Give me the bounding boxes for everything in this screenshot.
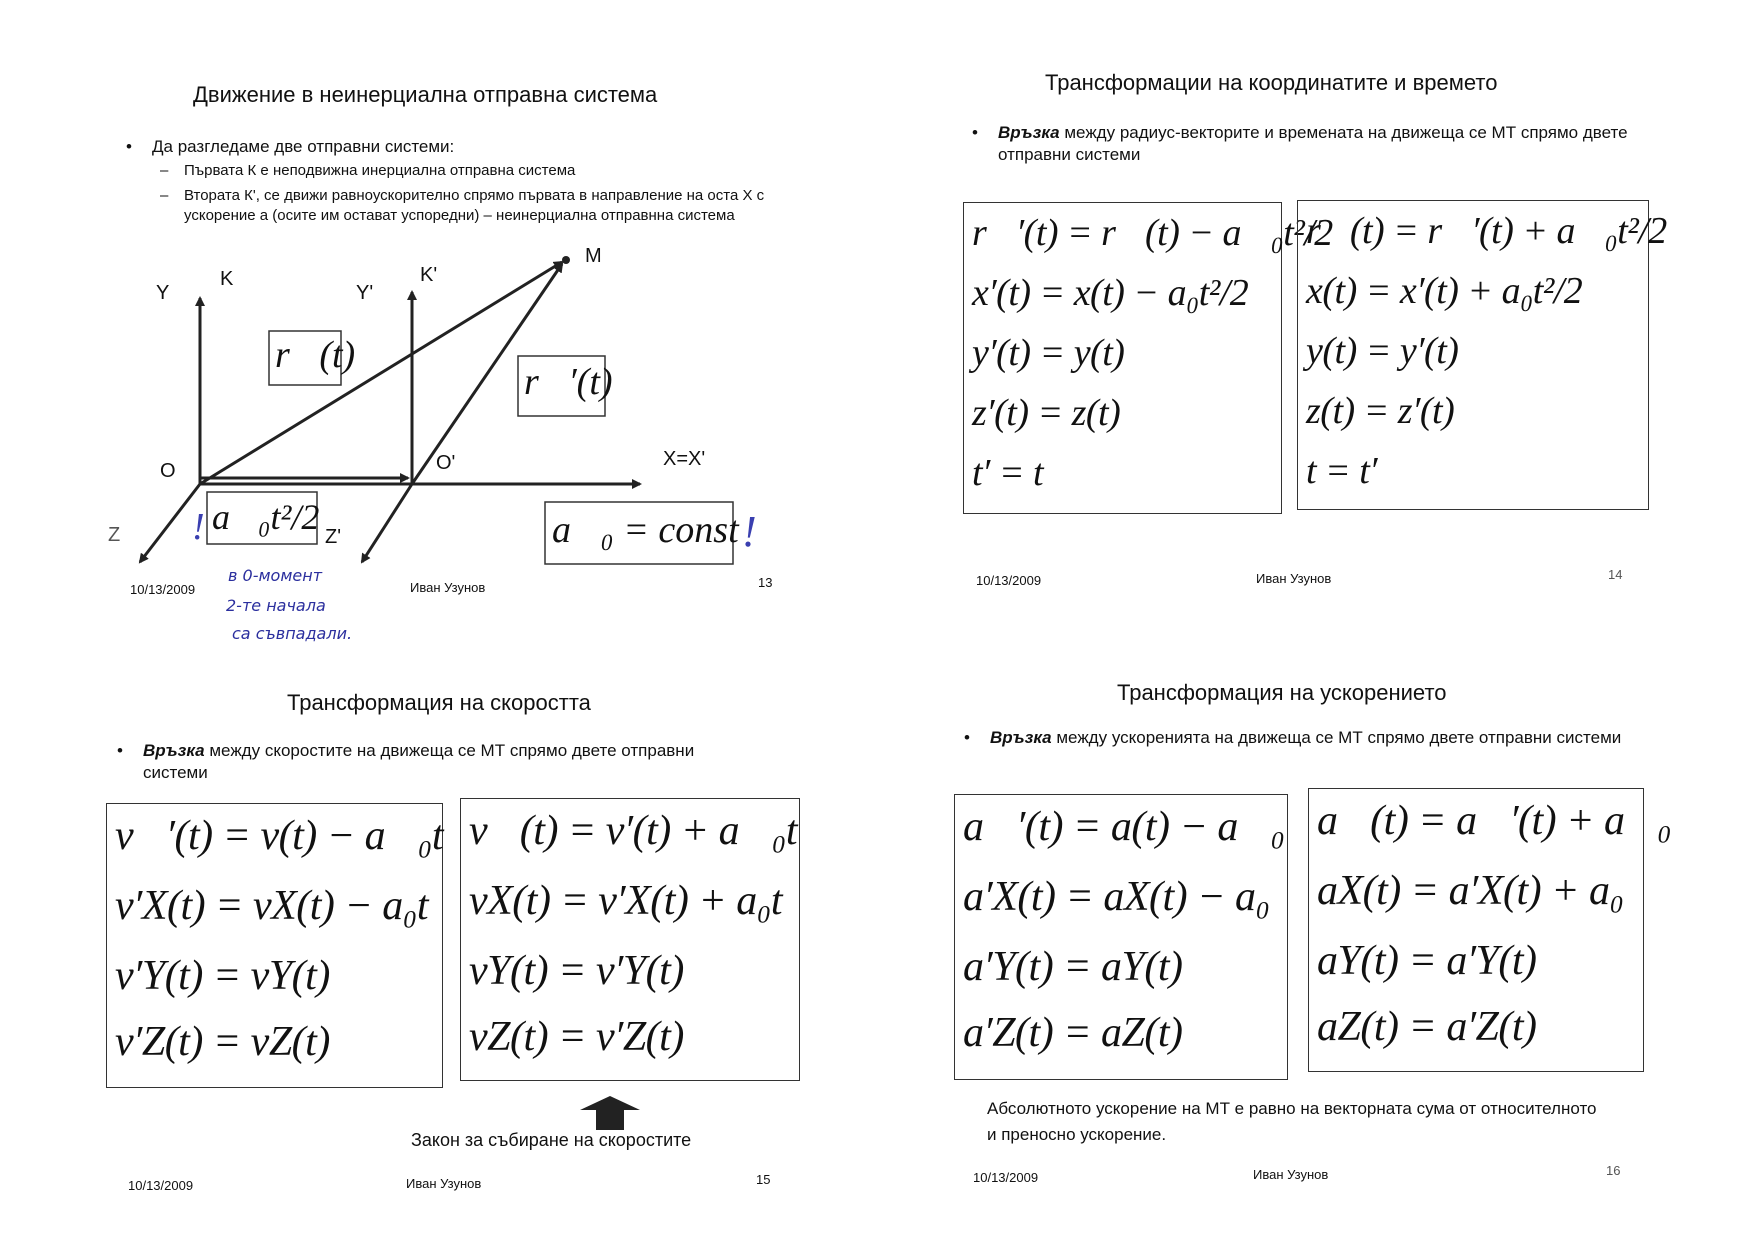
slide15-right-box [460,798,800,1081]
slide15-caption: Закон за събиране на скоростите [411,1130,692,1150]
eq: x(t) = x′(t) + a₀t²/2 [1306,270,1583,312]
eq: z′(t) = z(t) [972,392,1121,434]
slide14-footer-page: 14 [1608,567,1623,582]
bullet-dot: • [964,728,970,747]
slide16-note: Абсолютното ускорение на МТ е равно на векторната сума от относителното и преносно ускорение. [987,1099,1597,1144]
slide14-left-box [963,202,1333,514]
slide14-title: Трансформации на координатите и времето [1045,70,1498,95]
label-o-prime: O' [436,452,456,474]
slide14-right-box [1297,200,1667,510]
slide13-bullet-text: Да разгледаме две отправни системи: [152,137,455,156]
handwritten-note-line3: са съвпадали. [232,624,353,643]
handwritten-note-line2: 2-те начала [226,596,326,615]
label-o: O [160,460,176,482]
label-y: Y [156,282,170,304]
slide16-bullet [964,727,1630,749]
slide16-title: Трансформация на ускорението [1117,680,1447,705]
slide14-bullet-bold: Връзка [998,123,1060,142]
eq: y(t) = y′(t) [1306,330,1459,372]
slide15-footer-page: 15 [756,1172,771,1187]
slide13-sub2-text: Втората К', се движи равноускорително спрямо първата в направление на оста Х с ускорение а (осите им остават успоредни) – неинерциална отправнна система [184,187,765,224]
axis-z [140,484,200,562]
eq: r⃗′(t) = r⃗(t) − a⃗₀t²/2 [972,212,1333,254]
exclamation-right: ! [742,507,757,556]
eq: x′(t) = x(t) − a₀t²/2 [972,272,1249,314]
label-x-x-prime: X=X' [663,448,706,470]
math-a0-const: a⃗₀ = const [552,509,739,551]
bullet-dot: • [972,123,978,142]
slide16-bullet-text: между ускоренията на движеща се МТ спрямо двете отправни системи [1051,728,1622,747]
eq: a⃗′(t) = a(t) − a⃗₀ [963,804,1285,850]
slide13-footer-author: Иван Узунов [410,580,486,595]
eq: a′Z(t) = aZ(t) [963,1010,1183,1056]
eq: aZ(t) = a′Z(t) [1317,1004,1537,1050]
slide13-footer-page: 13 [758,575,773,590]
slide13-footer-date: 10/13/2009 [130,582,196,597]
eq: v⃗(t) = v′(t) + a⃗₀t [469,808,798,854]
math-r-prime: r⃗′(t) [524,361,613,403]
eq: vX(t) = v′X(t) + a₀t [469,878,783,924]
label-z: Z [108,524,121,546]
eq: v′Y(t) = vY(t) [115,953,330,999]
slide15-bullet [117,740,763,784]
eq: z(t) = z′(t) [1306,390,1455,432]
axis-z-prime [362,484,412,562]
eq: aX(t) = a′X(t) + a₀ [1317,868,1624,914]
label-y-prime: Y' [356,282,374,304]
eq: vZ(t) = v′Z(t) [469,1014,684,1060]
slide16-footer-author: Иван Узунов [1253,1167,1329,1182]
point-m [562,256,570,264]
slide16-right-box [1308,788,1672,1072]
eq: v⃗′(t) = v(t) − a⃗₀t [115,813,444,859]
label-k-prime: K' [420,264,438,286]
dash: – [160,187,169,204]
slide16-left-box [954,794,1288,1080]
eq: vY(t) = v′Y(t) [469,948,684,994]
eq: y′(t) = y(t) [972,332,1125,374]
eq: r⃗(t) = r⃗′(t) + a⃗₀t²/2 [1306,210,1667,252]
bullet-dot: • [126,137,132,156]
slide16-bullet-bold: Връзка [990,728,1052,747]
eq: a⃗(t) = a⃗′(t) + a⃗₀ [1317,798,1672,844]
slide15-footer-date: 10/13/2009 [128,1178,194,1193]
eq: t′ = t [972,452,1044,494]
exclamation-left: ! [192,506,205,548]
slide13-sub1-text: Първата К е неподвижна инерциална отправна система [184,162,576,179]
slide14-bullet-text: между радиус-векторите и времената на движеща се МТ спрямо двете отправни системи [998,123,1628,164]
slide14-bullet [972,122,1638,166]
slide15-footer-author: Иван Узунов [406,1176,482,1191]
eq: a′X(t) = aX(t) − a₀ [963,874,1270,920]
slide16-footer-page: 16 [1606,1163,1621,1178]
eq: t = t′ [1306,450,1378,492]
math-a0t2: a⃗₀t²/2 [212,497,320,537]
eq: aY(t) = a′Y(t) [1317,938,1537,984]
label-k: K [220,268,234,290]
math-r: r⃗(t) [275,334,356,376]
slide14-footer-author: Иван Узунов [1256,571,1332,586]
eq: a′Y(t) = aY(t) [963,944,1183,990]
slide15-bullet-bold: Връзка [143,741,205,760]
slide15-left-box [106,803,443,1088]
slide14-footer-date: 10/13/2009 [976,573,1042,588]
label-m: M [585,245,602,267]
eq: v′Z(t) = vZ(t) [115,1019,330,1065]
slide15-title: Трансформация на скоростта [287,690,591,715]
bullet-dot: • [117,741,123,760]
vector-r [200,262,562,484]
up-arrow-icon [580,1096,640,1130]
slide15-bullet-text: между скоростите на движеща се МТ спрямо двете отправни системи [143,741,695,782]
slide16-footer-date: 10/13/2009 [973,1170,1039,1185]
slide13-title: Движение в неинерциална отправна система [193,82,658,107]
dash: – [160,162,169,179]
eq: v′X(t) = vX(t) − a₀t [115,883,429,929]
handwritten-note-line1: в 0-момент [228,566,323,585]
label-z-prime: Z' [325,526,342,548]
